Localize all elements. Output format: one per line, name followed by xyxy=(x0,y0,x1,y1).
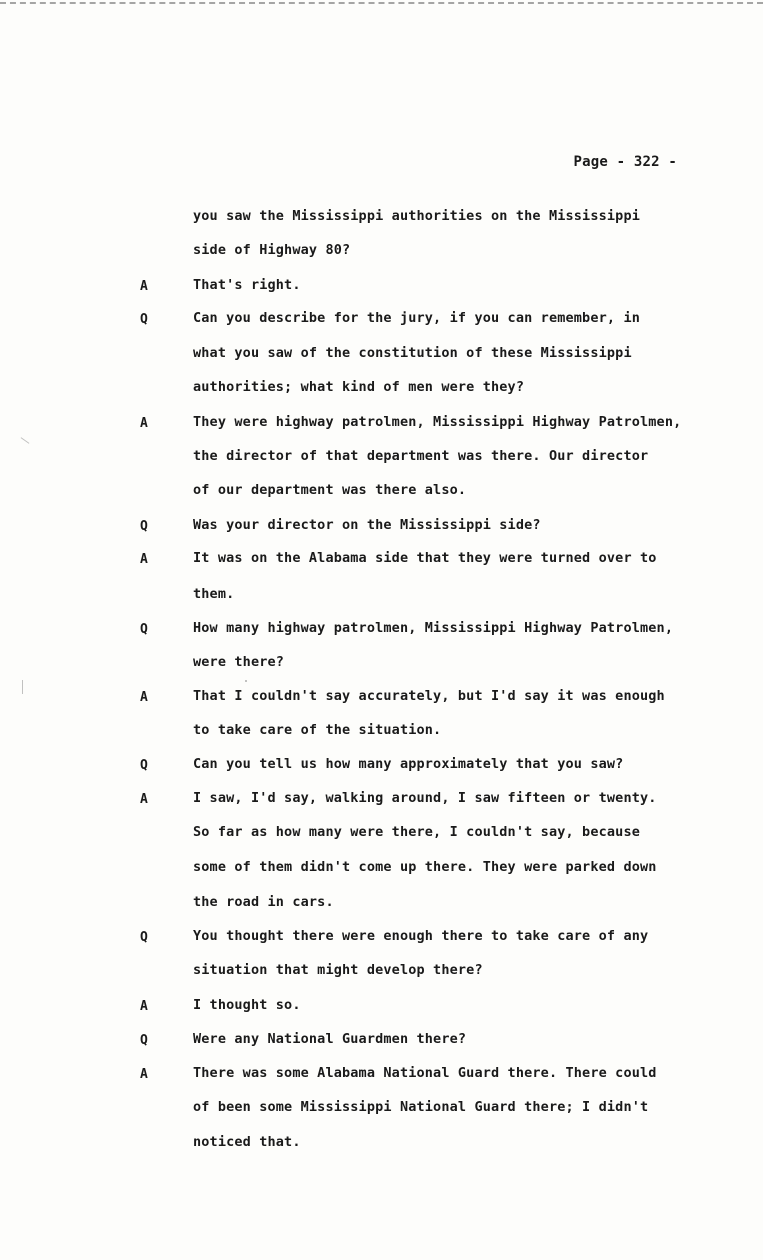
transcript-line: Can you tell us how many approximately that you saw? xyxy=(193,756,624,772)
transcript-line: them. xyxy=(193,586,235,602)
page-number: Page - 322 - xyxy=(573,154,677,170)
transcript-line: So far as how many were there, I couldn't say, because xyxy=(193,824,640,840)
transcript-line: were there? xyxy=(193,654,285,670)
transcript-line: That's right. xyxy=(193,277,301,293)
transcript-line: Can you describe for the jury, if you can remember, in xyxy=(193,310,640,326)
answer-marker: A xyxy=(140,999,148,1014)
scan-mark xyxy=(22,680,23,694)
question-marker: Q xyxy=(140,930,148,945)
transcript-line: That I couldn't say accurately, but I'd say it was enough xyxy=(193,688,665,704)
question-marker: Q xyxy=(140,758,148,773)
answer-marker: A xyxy=(140,690,148,705)
answer-marker: A xyxy=(140,792,148,807)
transcript-line: side of Highway 80? xyxy=(193,242,351,258)
question-marker: Q xyxy=(140,312,148,327)
transcript-line: They were highway patrolmen, Mississippi Highway Patrolmen, xyxy=(193,414,682,430)
transcript-line: You thought there were enough there to take care of any xyxy=(193,928,649,944)
question-marker: Q xyxy=(140,1033,148,1048)
answer-marker: A xyxy=(140,1067,148,1082)
top-edge-rule xyxy=(0,2,763,4)
transcript-line: I saw, I'd say, walking around, I saw fifteen or twenty. xyxy=(193,790,657,806)
answer-marker: A xyxy=(140,416,148,431)
transcript-line: the director of that department was there. Our director xyxy=(193,448,649,464)
answer-marker: A xyxy=(140,279,148,294)
transcript-line: to take care of the situation. xyxy=(193,722,442,738)
transcript-line: the road in cars. xyxy=(193,894,334,910)
transcript-line: noticed that. xyxy=(193,1134,301,1150)
transcript-line: you saw the Mississippi authorities on the Mississippi xyxy=(193,208,640,224)
transcript-line: It was on the Alabama side that they were turned over to xyxy=(193,550,657,566)
transcript-line: of our department was there also. xyxy=(193,482,467,498)
scan-mark xyxy=(21,437,30,444)
question-marker: Q xyxy=(140,622,148,637)
transcript-line: I thought so. xyxy=(193,997,301,1013)
transcript-line: what you saw of the constitution of these Mississippi xyxy=(193,345,632,361)
transcript-line: How many highway patrolmen, Mississippi Highway Patrolmen, xyxy=(193,620,674,636)
transcript-line: situation that might develop there? xyxy=(193,962,483,978)
transcript-line: of been some Mississippi National Guard there; I didn't xyxy=(193,1099,649,1115)
transcript-line: authorities; what kind of men were they? xyxy=(193,379,525,395)
transcript-line: some of them didn't come up there. They were parked down xyxy=(193,859,657,875)
transcript-line: Was your director on the Mississippi side? xyxy=(193,517,541,533)
question-marker: Q xyxy=(140,519,148,534)
scan-mark xyxy=(245,680,247,682)
transcript-line: Were any National Guardmen there? xyxy=(193,1031,467,1047)
transcript-line: There was some Alabama National Guard there. There could xyxy=(193,1065,657,1081)
answer-marker: A xyxy=(140,552,148,567)
